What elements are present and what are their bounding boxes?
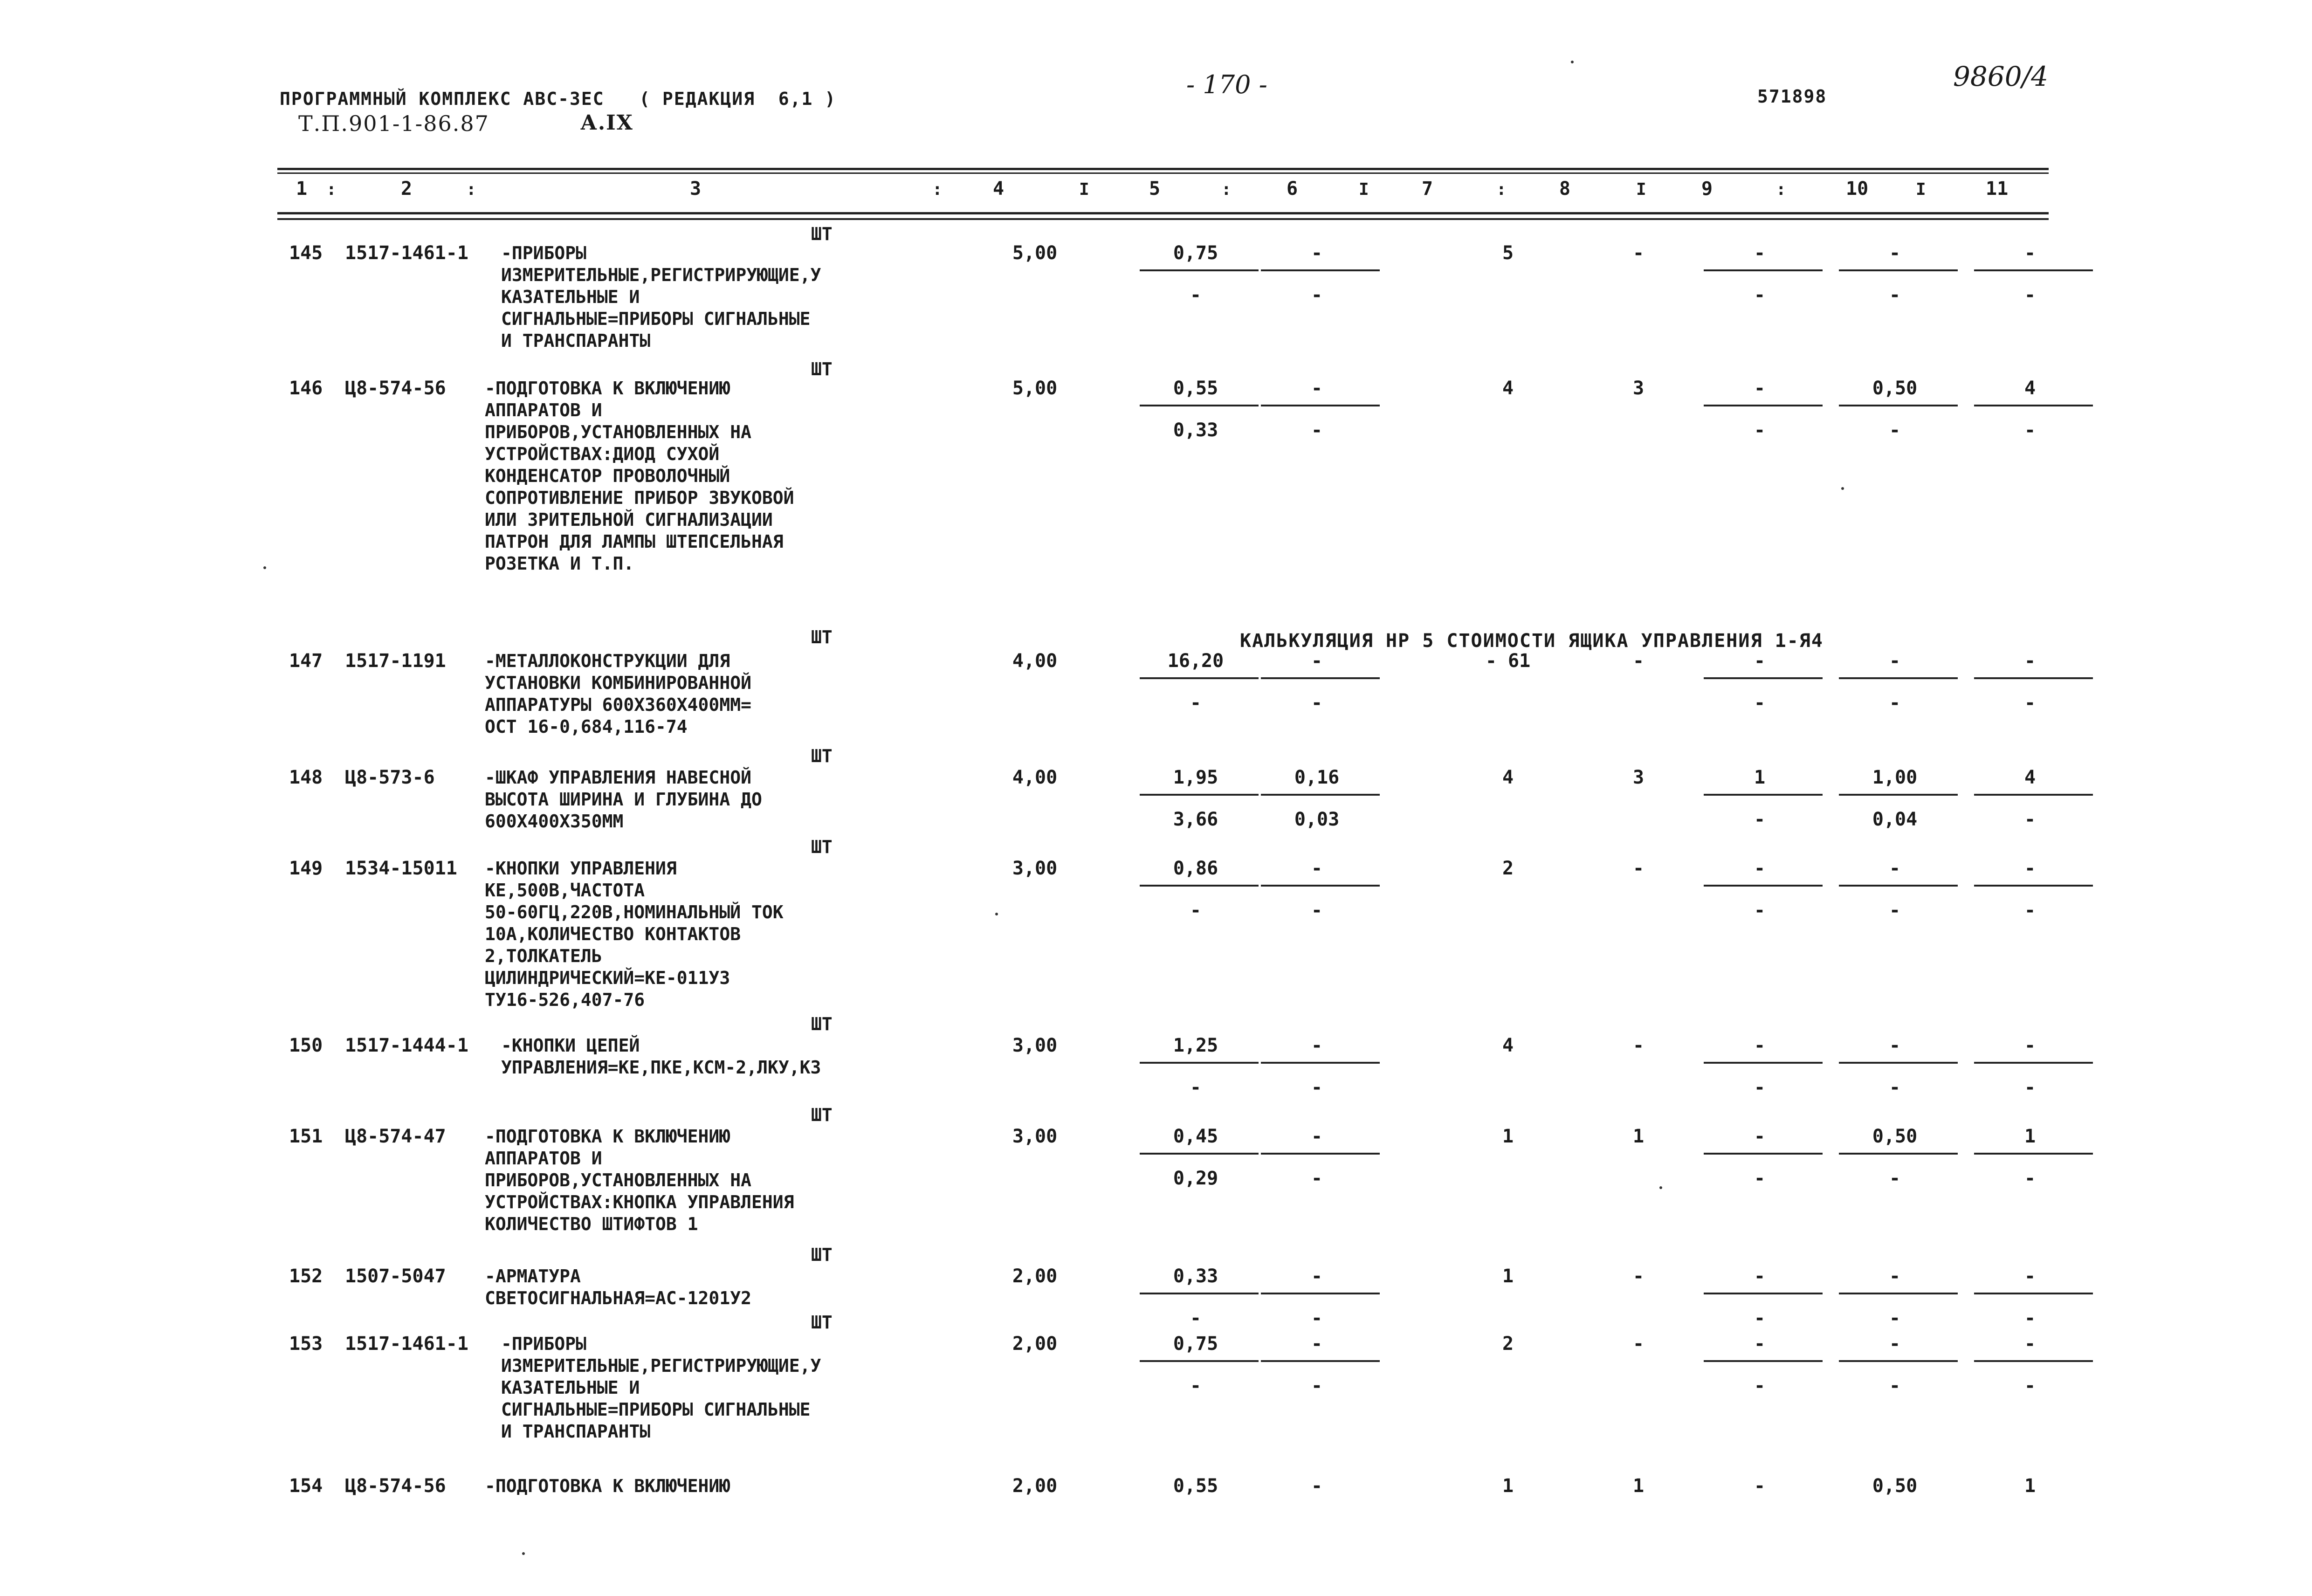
- cell-c4: 4,00: [1012, 767, 1058, 788]
- column-separator: :: [932, 180, 943, 199]
- fraction-line: [1261, 677, 1380, 679]
- work-description: -ПРИБОРЫ ИЗМЕРИТЕЛЬНЫЕ,РЕГИСТРИРУЮЩИЕ,У КАЗАТЕЛЬНЫЕ И СИГНАЛЬНЫЕ=ПРИБОРЫ СИГНАЛЬНЫЕ И ТРАНСПАРАНТЫ: [501, 1334, 821, 1442]
- rate-code: 1517-1444-1: [345, 1035, 468, 1056]
- column-number-2: 2: [401, 178, 413, 200]
- cell-c8: 3: [1632, 767, 1645, 788]
- column-separator: I: [1079, 180, 1089, 199]
- cell-c7: - 61: [1485, 650, 1531, 672]
- cell-c7: 1: [1502, 1475, 1514, 1497]
- cell-c9: -: [1754, 650, 1766, 672]
- cell-c5: 0,45: [1173, 1126, 1218, 1147]
- fraction-line: [1839, 677, 1958, 679]
- fraction-line: [1974, 405, 2093, 406]
- column-number-8: 8: [1559, 178, 1571, 200]
- cell-c11-lower: -: [2024, 420, 2036, 441]
- speck: [1659, 1186, 1662, 1189]
- cell-c7: 4: [1502, 767, 1514, 788]
- cell-c9-lower: -: [1754, 1077, 1766, 1098]
- fraction-line: [1140, 677, 1259, 679]
- work-description: -ПОДГОТОВКА К ВКЛЮЧЕНИЮ АППАРАТОВ И ПРИБОРОВ,УСТАНОВЛЕННЫХ НА УСТРОЙСТВАХ:ДИОД СУХОЙ КОНДЕНСАТОР ПРОВОЛОЧНЫЙ СОПРОТИВЛЕНИЕ ПРИБОР ЗВУКОВОЙ ИЛИ ЗРИТЕЛЬНОЙ СИГНАЛИЗАЦИИ ПАТРОН ДЛЯ ЛАМПЫ ШТЕПСЕЛЬНАЯ РОЗЕТКА И Т.П.: [485, 378, 794, 574]
- cell-c5: 1,95: [1173, 767, 1218, 788]
- cell-c10: -: [1889, 1035, 1901, 1056]
- fraction-line: [1974, 677, 2093, 679]
- speck: [1841, 487, 1844, 490]
- header-top-rule: [277, 168, 2049, 170]
- cell-c9: -: [1754, 242, 1766, 264]
- column-number-9: 9: [1701, 178, 1713, 200]
- cell-c4: 4,00: [1012, 650, 1058, 672]
- cell-c7: 2: [1502, 1333, 1514, 1355]
- cell-c8: 1: [1632, 1475, 1645, 1497]
- fraction-line: [1261, 405, 1380, 406]
- rate-code: Ц8-574-56: [345, 1475, 446, 1497]
- cell-c4: 5,00: [1012, 378, 1058, 399]
- cell-c10-lower: -: [1889, 900, 1901, 921]
- cell-c7: 1: [1502, 1126, 1514, 1147]
- cell-c8: -: [1632, 650, 1645, 672]
- fraction-line: [1839, 885, 1958, 887]
- work-description: -ПРИБОРЫ ИЗМЕРИТЕЛЬНЫЕ,РЕГИСТРИРУЮЩИЕ,У КАЗАТЕЛЬНЫЕ И СИГНАЛЬНЫЕ=ПРИБОРЫ СИГНАЛЬНЫЕ И ТРАНСПАРАНТЫ: [501, 243, 821, 351]
- cell-c6-lower: -: [1311, 1307, 1323, 1329]
- speck: [263, 566, 266, 569]
- fraction-line: [1140, 405, 1259, 406]
- fraction-line: [1261, 1153, 1380, 1155]
- cell-c5-lower: 0,33: [1173, 420, 1218, 441]
- album-number: А.IX: [580, 111, 633, 135]
- cell-c9-lower: -: [1754, 1307, 1766, 1329]
- unit-label: ШТ: [811, 746, 833, 766]
- cell-c4: 2,00: [1012, 1266, 1058, 1287]
- document-code: 571898: [1757, 86, 1827, 107]
- fraction-line: [1704, 405, 1823, 406]
- cell-c10-lower: 0,04: [1872, 809, 1918, 830]
- cell-c4: 3,00: [1012, 1035, 1058, 1056]
- cell-c10: 0,50: [1872, 1126, 1918, 1147]
- cell-c5-lower: 0,29: [1173, 1168, 1218, 1189]
- cell-c7: 4: [1502, 1035, 1514, 1056]
- work-description: -МЕТАЛЛОКОНСТРУКЦИИ ДЛЯ УСТАНОВКИ КОМБИНИРОВАННОЙ АППАРАТУРЫ 600Х360Х400ММ= ОСТ 16-0,684,116-74: [485, 651, 751, 737]
- cell-c8: -: [1632, 242, 1645, 264]
- program-title: ПРОГРАММНЫЙ КОМПЛЕКС АВС-ЗЕС ( РЕДАКЦИЯ 6,1 ): [280, 89, 837, 109]
- fraction-line: [1140, 269, 1259, 271]
- row-number: 149: [289, 858, 323, 879]
- cell-c8: 3: [1632, 378, 1645, 399]
- cell-c11: -: [2024, 1333, 2036, 1355]
- row-number: 151: [289, 1126, 323, 1147]
- fraction-line: [1704, 677, 1823, 679]
- cell-c5-lower: -: [1190, 692, 1202, 714]
- cell-c5-lower: 3,66: [1173, 809, 1218, 830]
- column-number-6: 6: [1287, 178, 1298, 200]
- work-description: -ПОДГОТОВКА К ВКЛЮЧЕНИЮ АППАРАТОВ И ПРИБОРОВ,УСТАНОВЛЕННЫХ НА УСТРОЙСТВАХ:КНОПКА УПРАВЛЕНИЯ КОЛИЧЕСТВО ШТИФТОВ 1: [485, 1126, 794, 1234]
- speck: [522, 1552, 525, 1555]
- cell-c10: -: [1889, 1333, 1901, 1355]
- column-separator: :: [326, 180, 337, 199]
- fraction-line: [1140, 885, 1259, 887]
- unit-label: ШТ: [811, 627, 833, 647]
- row-number: 146: [289, 378, 323, 399]
- cell-c4: 3,00: [1012, 858, 1058, 879]
- cell-c9-lower: -: [1754, 1168, 1766, 1189]
- fraction-line: [1704, 1360, 1823, 1362]
- cell-c5: 0,55: [1173, 1475, 1218, 1497]
- cell-c9: -: [1754, 858, 1766, 879]
- fraction-line: [1261, 794, 1380, 796]
- rate-code: 1517-1461-1: [345, 1333, 468, 1355]
- cell-c6-lower: -: [1311, 900, 1323, 921]
- fraction-line: [1974, 1153, 2093, 1155]
- cell-c5-lower: -: [1190, 1307, 1202, 1329]
- cell-c10: -: [1889, 1266, 1901, 1287]
- sheet-number: 9860/4: [1953, 61, 2049, 92]
- cell-c11: -: [2024, 650, 2036, 672]
- cell-c10: 0,50: [1872, 378, 1918, 399]
- fraction-line: [1140, 1062, 1259, 1064]
- cell-c9-lower: -: [1754, 420, 1766, 441]
- speck: [995, 913, 998, 915]
- cell-c5: 0,55: [1173, 378, 1218, 399]
- cell-c11-lower: -: [2024, 1375, 2036, 1396]
- cell-c6: -: [1311, 1126, 1323, 1147]
- cell-c6: -: [1311, 378, 1323, 399]
- fraction-line: [1974, 1293, 2093, 1294]
- cell-c5-lower: -: [1190, 1077, 1202, 1098]
- fraction-line: [1704, 885, 1823, 887]
- cell-c11-lower: -: [2024, 809, 2036, 830]
- cell-c11-lower: -: [2024, 1307, 2036, 1329]
- rate-code: Ц8-574-56: [345, 378, 446, 399]
- cell-c6-lower: -: [1311, 692, 1323, 714]
- cell-c6-lower: 0,03: [1294, 809, 1340, 830]
- fraction-line: [1839, 1062, 1958, 1064]
- cell-c6-lower: -: [1311, 1077, 1323, 1098]
- fraction-line: [1974, 269, 2093, 271]
- rate-code: Ц8-574-47: [345, 1126, 446, 1147]
- cell-c10-lower: -: [1889, 284, 1901, 306]
- work-description: -КНОПКИ ЦЕПЕЙ УПРАВЛЕНИЯ=КЕ,ПКЕ,КСМ-2,ЛКУ,КЗ: [501, 1035, 821, 1078]
- column-separator: :: [1496, 180, 1507, 199]
- fraction-line: [1704, 269, 1823, 271]
- column-separator: I: [1359, 180, 1369, 199]
- cell-c11: 4: [2024, 378, 2036, 399]
- fraction-line: [1261, 1360, 1380, 1362]
- column-number-11: 11: [1986, 178, 2009, 200]
- column-separator: I: [1636, 180, 1646, 199]
- rate-code: 1517-1191: [345, 650, 446, 672]
- cell-c6: -: [1311, 1333, 1323, 1355]
- cell-c4: 2,00: [1012, 1475, 1058, 1497]
- header-bottom-rule: [277, 212, 2049, 214]
- cell-c8: -: [1632, 1035, 1645, 1056]
- fraction-line: [1974, 885, 2093, 887]
- fraction-line: [1261, 269, 1380, 271]
- fraction-line: [1839, 1360, 1958, 1362]
- cell-c10-lower: -: [1889, 1168, 1901, 1189]
- fraction-line: [1140, 1153, 1259, 1155]
- cell-c9-lower: -: [1754, 809, 1766, 830]
- row-number: 150: [289, 1035, 323, 1056]
- unit-label: ШТ: [811, 1014, 833, 1034]
- unit-label: ШТ: [811, 359, 833, 379]
- cell-c11-lower: -: [2024, 1077, 2036, 1098]
- cell-c5: 1,25: [1173, 1035, 1218, 1056]
- fraction-line: [1974, 1360, 2093, 1362]
- cell-c5: 0,33: [1173, 1266, 1218, 1287]
- cell-c10-lower: -: [1889, 692, 1901, 714]
- cell-c5-lower: -: [1190, 284, 1202, 306]
- cell-c11: -: [2024, 1035, 2036, 1056]
- cell-c10: 0,50: [1872, 1475, 1918, 1497]
- cell-c6: -: [1311, 858, 1323, 879]
- fraction-line: [1839, 1153, 1958, 1155]
- row-number: 153: [289, 1333, 323, 1355]
- work-description: -КНОПКИ УПРАВЛЕНИЯ КЕ,500В,ЧАСТОТА 50-60ГЦ,220В,НОМИНАЛЬНЫЙ ТОК 10А,КОЛИЧЕСТВО КОНТАКТОВ 2,ТОЛКАТЕЛЬ ЦИЛИНДРИЧЕСКИЙ=КЕ-011У3 ТУ16-526,407-76: [485, 858, 784, 1010]
- rate-code: Ц8-573-6: [345, 767, 435, 788]
- cell-c11: -: [2024, 1266, 2036, 1287]
- cell-c11-lower: -: [2024, 1168, 2036, 1189]
- column-number-5: 5: [1149, 178, 1161, 200]
- fraction-line: [1839, 1293, 1958, 1294]
- fraction-line: [1839, 794, 1958, 796]
- cell-c6-lower: -: [1311, 1168, 1323, 1189]
- cell-c10: -: [1889, 650, 1901, 672]
- cell-c6: -: [1311, 242, 1323, 264]
- calculation-note: КАЛЬКУЛЯЦИЯ НР 5 СТОИМОСТИ ЯЩИКА УПРАВЛЕНИЯ 1-Я4: [1240, 630, 1823, 652]
- fraction-line: [1974, 1062, 2093, 1064]
- cell-c10-lower: -: [1889, 420, 1901, 441]
- unit-label: ШТ: [811, 224, 833, 244]
- cell-c11-lower: -: [2024, 692, 2036, 714]
- cell-c5-lower: -: [1190, 900, 1202, 921]
- cell-c11: -: [2024, 858, 2036, 879]
- fraction-line: [1974, 794, 2093, 796]
- cell-c6: -: [1311, 1035, 1323, 1056]
- cell-c6-lower: -: [1311, 420, 1323, 441]
- fraction-line: [1839, 405, 1958, 406]
- header-top-rule-2: [277, 172, 2049, 174]
- cell-c6-lower: -: [1311, 284, 1323, 306]
- cell-c6: -: [1311, 650, 1323, 672]
- cell-c6: 0,16: [1294, 767, 1340, 788]
- cell-c7: 5: [1502, 242, 1514, 264]
- fraction-line: [1140, 1360, 1259, 1362]
- unit-label: ШТ: [811, 1105, 833, 1125]
- cell-c11: 4: [2024, 767, 2036, 788]
- row-number: 154: [289, 1475, 323, 1497]
- unit-label: ШТ: [811, 1245, 833, 1265]
- cell-c9: 1: [1754, 767, 1766, 788]
- cell-c5: 0,75: [1173, 242, 1218, 264]
- cell-c5: 0,75: [1173, 1333, 1218, 1355]
- page-number: - 170 -: [1186, 70, 1267, 99]
- rate-code: 1517-1461-1: [345, 242, 468, 264]
- cell-c8: 1: [1632, 1126, 1645, 1147]
- work-description: -АРМАТУРА СВЕТОСИГНАЛЬНАЯ=АС-1201У2: [485, 1266, 751, 1308]
- fraction-line: [1140, 1293, 1259, 1294]
- column-number-10: 10: [1846, 178, 1869, 200]
- unit-label: ШТ: [811, 837, 833, 857]
- project-code: Т.П.901-1-86.87: [298, 111, 489, 136]
- column-number-4: 4: [993, 178, 1005, 200]
- cell-c6-lower: -: [1311, 1375, 1323, 1396]
- cell-c9-lower: -: [1754, 284, 1766, 306]
- cell-c9: -: [1754, 1333, 1766, 1355]
- column-number-1: 1: [296, 178, 308, 200]
- column-separator: :: [1221, 180, 1232, 199]
- cell-c4: 2,00: [1012, 1333, 1058, 1355]
- column-separator: :: [466, 180, 476, 199]
- cell-c8: -: [1632, 858, 1645, 879]
- cell-c9-lower: -: [1754, 692, 1766, 714]
- cell-c10: -: [1889, 858, 1901, 879]
- speck: [1571, 61, 1574, 63]
- cell-c7: 2: [1502, 858, 1514, 879]
- work-description: -ШКАФ УПРАВЛЕНИЯ НАВЕСНОЙ ВЫСОТА ШИРИНА И ГЛУБИНА ДО 600Х400Х350ММ: [485, 767, 762, 832]
- header-bottom-rule-2: [277, 218, 2049, 220]
- cell-c7: 4: [1502, 378, 1514, 399]
- rate-code: 1534-15011: [345, 858, 457, 879]
- fraction-line: [1704, 1293, 1823, 1294]
- column-number-3: 3: [690, 178, 702, 200]
- fraction-line: [1704, 1153, 1823, 1155]
- work-description: -ПОДГОТОВКА К ВКЛЮЧЕНИЮ: [485, 1476, 730, 1496]
- cell-c10-lower: -: [1889, 1307, 1901, 1329]
- fraction-line: [1261, 885, 1380, 887]
- cell-c5: 16,20: [1167, 650, 1224, 672]
- row-number: 152: [289, 1266, 323, 1287]
- cell-c11-lower: -: [2024, 900, 2036, 921]
- cell-c6: -: [1311, 1266, 1323, 1287]
- cell-c9: -: [1754, 1126, 1766, 1147]
- cell-c7: 1: [1502, 1266, 1514, 1287]
- fraction-line: [1140, 794, 1259, 796]
- cell-c4: 5,00: [1012, 242, 1058, 264]
- fraction-line: [1704, 1062, 1823, 1064]
- cell-c9-lower: -: [1754, 1375, 1766, 1396]
- cell-c5: 0,86: [1173, 858, 1218, 879]
- cell-c8: -: [1632, 1333, 1645, 1355]
- cell-c6: -: [1311, 1475, 1323, 1497]
- cell-c10-lower: -: [1889, 1375, 1901, 1396]
- cell-c10: 1,00: [1872, 767, 1918, 788]
- cell-c11: 1: [2024, 1126, 2036, 1147]
- column-separator: I: [1916, 180, 1926, 199]
- fraction-line: [1839, 269, 1958, 271]
- cell-c11: 1: [2024, 1475, 2036, 1497]
- cell-c10: -: [1889, 242, 1901, 264]
- row-number: 147: [289, 650, 323, 672]
- fraction-line: [1261, 1293, 1380, 1294]
- cell-c9: -: [1754, 1475, 1766, 1497]
- cell-c11-lower: -: [2024, 284, 2036, 306]
- cell-c8: -: [1632, 1266, 1645, 1287]
- cell-c9-lower: -: [1754, 900, 1766, 921]
- cell-c4: 3,00: [1012, 1126, 1058, 1147]
- row-number: 145: [289, 242, 323, 264]
- cell-c9: -: [1754, 378, 1766, 399]
- cell-c5-lower: -: [1190, 1375, 1202, 1396]
- cell-c9: -: [1754, 1035, 1766, 1056]
- cell-c10-lower: -: [1889, 1077, 1901, 1098]
- fraction-line: [1261, 1062, 1380, 1064]
- rate-code: 1507-5047: [345, 1266, 446, 1287]
- cell-c9: -: [1754, 1266, 1766, 1287]
- row-number: 148: [289, 767, 323, 788]
- unit-label: ШТ: [811, 1312, 833, 1333]
- fraction-line: [1704, 794, 1823, 796]
- column-number-7: 7: [1422, 178, 1433, 200]
- column-separator: :: [1776, 180, 1786, 199]
- cell-c11: -: [2024, 242, 2036, 264]
